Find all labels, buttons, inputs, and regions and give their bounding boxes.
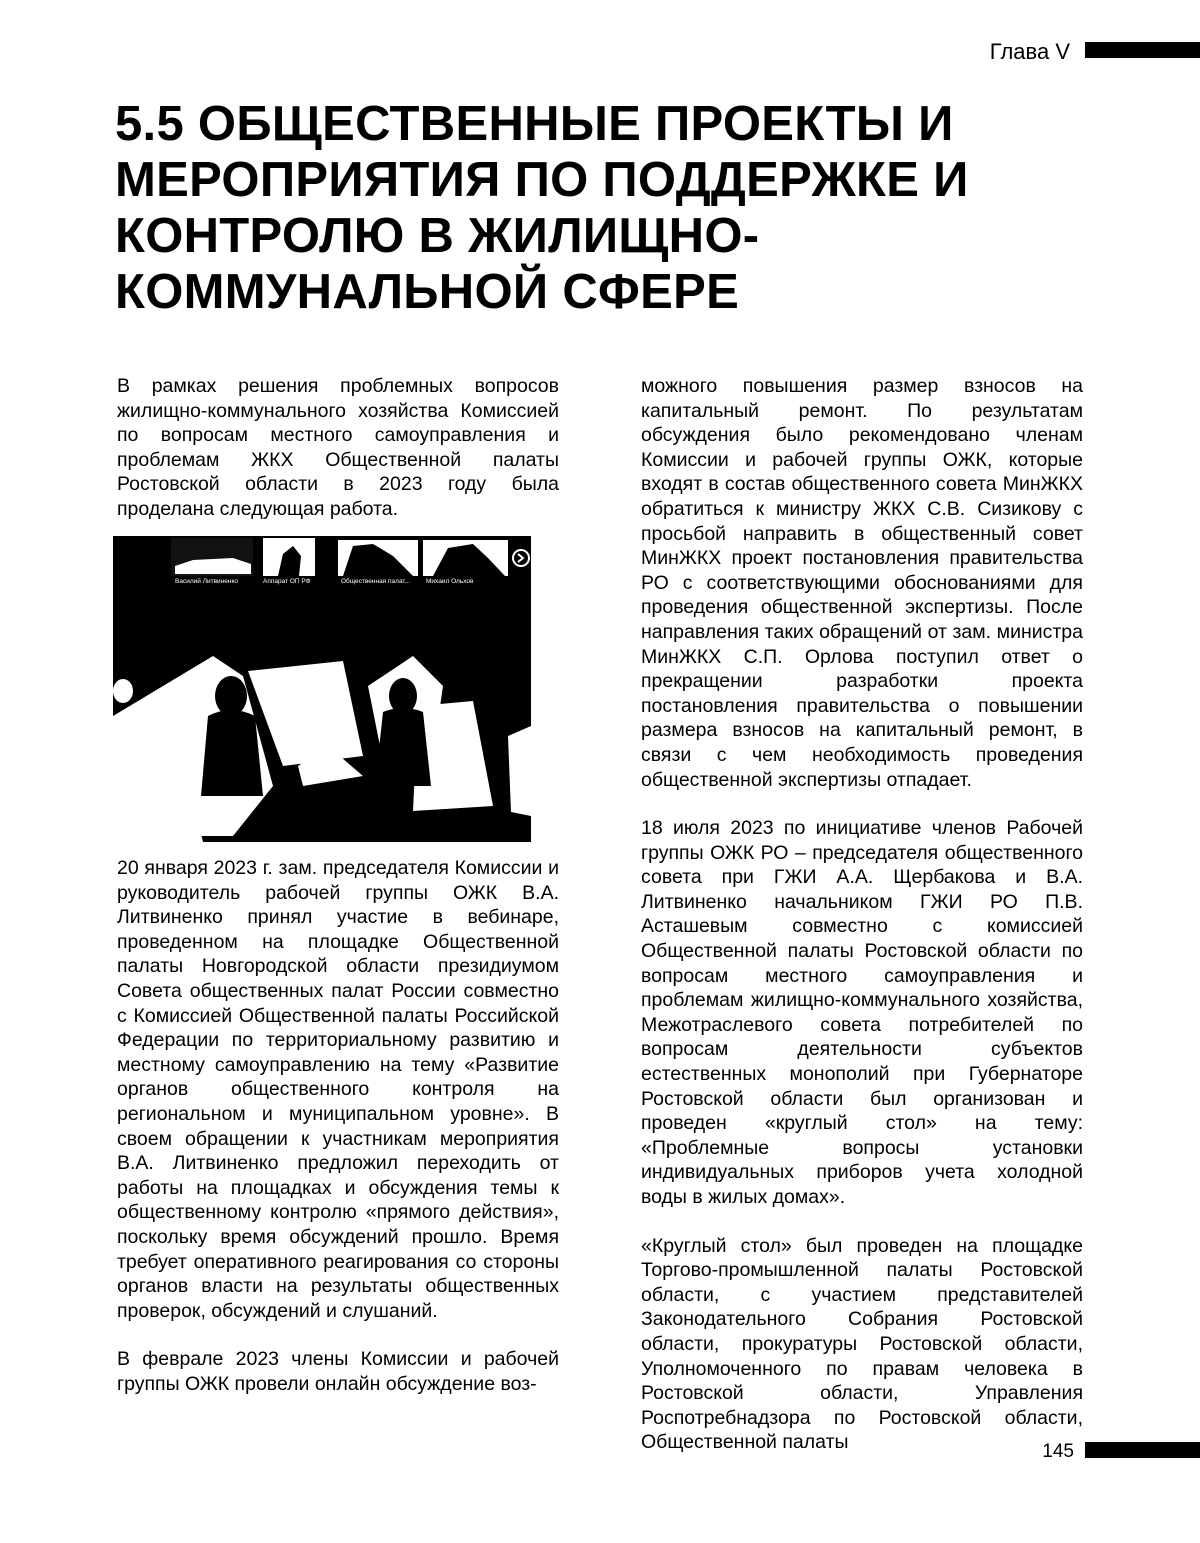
page-number-bar	[1085, 1442, 1200, 1458]
left-column-top	[117, 374, 559, 546]
webinar-photo	[113, 536, 531, 842]
photo-caption: Новгородской области	[116, 832, 190, 839]
paragraph: 18 июля 2023 по инициативе членов Рабочей группы ОЖК РО – председателя общественного совета при ГЖИ А.А. Щербакова и В.А. Литвиненко начальником ГЖИ РО П.В. Асташевым совместно с комиссией Общественной палаты Ростовской области по вопросам местного самоуправления и проблемам жилищно-коммунального хозяйства, Межотраслевого совета потребителей по вопросам деятельности субъектов естественных монополий при Губернаторе Ростовской области был организован и проведен «круглый стол» на тему: «Проблемные вопросы установки индивидуальных приборов учета холодной воды в жилых домах».	[641, 817, 1083, 1208]
participant-label: Василий Литвиненко	[175, 578, 238, 585]
paragraph: «Круглый стол» был проведен на площадке Торгово-промышленной палаты Ростовской области, с участием представителей Законодательного Собрания Ростовской области, прокуратуры Ростовской области, Уполномоченного по правам человека в Ростовской области, Управления Роспотребнадзора по Ростовской области, Общественной палаты	[641, 1234, 1083, 1454]
participant-label: Общественная палат...	[341, 578, 411, 585]
paragraph: В рамках решения проблемных вопросов жилищно-коммунального хозяйства Комиссией по вопросам местного самоуправления и проблемам ЖКХ Общественной палаты Ростовской области в 2023 году была проделана следующая работа.	[117, 375, 559, 520]
right-column	[641, 374, 1083, 1479]
page-number: 145	[1042, 1441, 1074, 1462]
left-column-bottom	[117, 856, 559, 1420]
paragraph: можного повышения размер взносов на капитальный ремонт. По результатам обсуждения было рекомендовано членам Комиссии и рабочей группы ОЖК, которые входят в состав общественного совета МинЖКХ обратиться к министру ЖКХ С.В. Сизикову с просьбой направить в общественный совет МинЖКХ проект постановления правительства РО с соответствующими обоснованиями для проведения общественной экспертизы. После направления таких обращений от зам. министра МинЖКХ С.П. Орлова поступил ответ о прекращении разработки проекта постановления правительства о повышении размера взносов на капитальный ремонт, в связи с чем необходимость проведения общественной экспертизы отпадает.	[641, 375, 1083, 791]
participant-label: Аппарат ОП РФ	[263, 578, 311, 585]
paragraph: 20 января 2023 г. зам. председателя Комиссии и руководитель рабочей группы ОЖК В.А. Литвиненко принял участие в вебинаре, проведенном на площадке Общественной палаты Новгородской области президиумом Совета общественных палат России совместно с Комиссией Общественной палаты Российской Федерации по территориальному развитию и местному самоуправлению на тему «Развитие органов общественного контроля на региональном и муниципальном уровне». В своем обращении к участникам мероприятия В.А. Литвиненко предложил переходить от работы на площадках и обсуждения темы к общественному контролю «прямого действия», поскольку время обсуждений прошло. Время требует оперативного реагирования со стороны органов власти на результаты общественных проверок, обсуждений и слушаний.	[117, 857, 559, 1322]
chapter-label: Глава V	[989, 39, 1070, 64]
participant-label: Михаил Ольхов	[426, 578, 474, 585]
paragraph: В феврале 2023 члены Комиссии и рабочей группы ОЖК провели онлайн обсуждение воз-	[117, 1348, 559, 1395]
section-title: 5.5 ОБЩЕСТВЕННЫЕ ПРОЕКТЫ И МЕРОПРИЯТИЯ ПО ПОДДЕРЖКЕ И КОНТРОЛЮ В ЖИЛИЩНО-КОММУНАЛЬНОЙ СФЕРЕ	[115, 97, 969, 319]
chapter-bar	[1085, 42, 1200, 58]
